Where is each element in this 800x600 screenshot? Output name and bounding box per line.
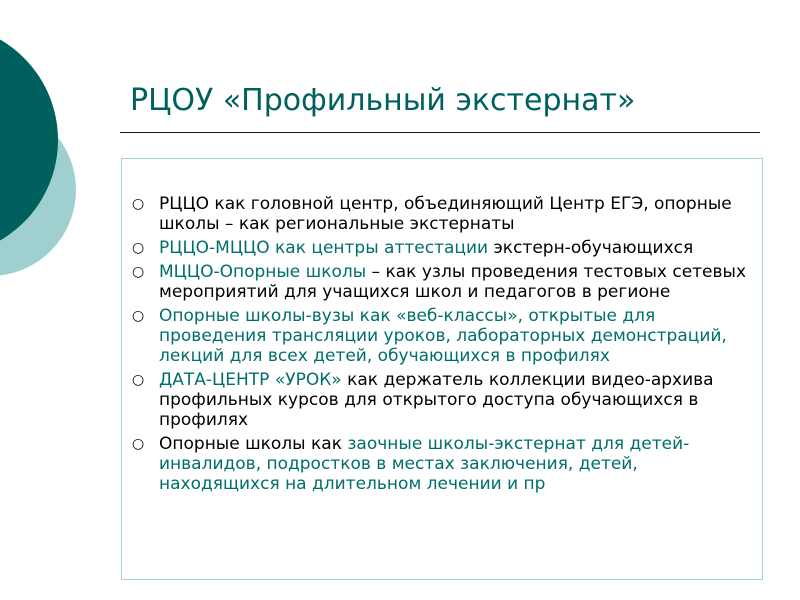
bullet-marker-icon: ○ [132,308,145,324]
bullet-marker-icon: ○ [132,436,145,452]
slide-title: РЦОУ «Профильный экстернат» [130,83,636,118]
title-underline [120,132,760,133]
bullet-item [132,194,752,234]
bullet-item [132,370,752,430]
bullet-text-segment: МЦЦО-Опорные школы [159,262,367,282]
bullet-item [132,306,752,366]
bullet-text-segment: экстерн-обучающихся [493,238,694,258]
bullet-text-segment: как держатель коллекции видео-архива профильных курсов для открытого доступа обучающихся в профилях [159,370,714,430]
bullet-text-segment: ДАТА-ЦЕНТР «УРОК» [159,370,342,390]
bullet-item [132,238,752,258]
bullet-item [132,434,752,494]
bullet-marker-icon: ○ [132,264,145,280]
bullet-text-segment: РЦЦО как головной центр, объединяющий Центр ЕГЭ, опорные школы – как региональные экстернаты [159,194,732,234]
bullet-text-segment: заочные школы-экстернат для детей-инвалидов, подростков в местах заключения, детей, находящихся на длительном лечении и пр [159,434,690,494]
bullet-text-segment: Опорные школы-вузы как «веб-классы», открытые для проведения трансляции уроков, лабораторных демонстраций, лекций для всех детей, обучающихся в профилях [159,306,727,366]
bullet-text-segment: – как узлы проведения тестовых сетевых мероприятий для учащихся школ и педагогов в регионе [159,262,747,302]
bullet-marker-icon: ○ [132,240,145,256]
bullet-marker-icon: ○ [132,372,145,388]
content-box [121,158,763,580]
bullet-item [132,262,752,302]
bullet-marker-icon: ○ [132,196,145,212]
bullet-text-segment: Опорные школы как [159,434,348,454]
bullet-text-segment: РЦЦО-МЦЦО как центры аттестации [159,238,494,258]
bullet-list [132,194,752,498]
